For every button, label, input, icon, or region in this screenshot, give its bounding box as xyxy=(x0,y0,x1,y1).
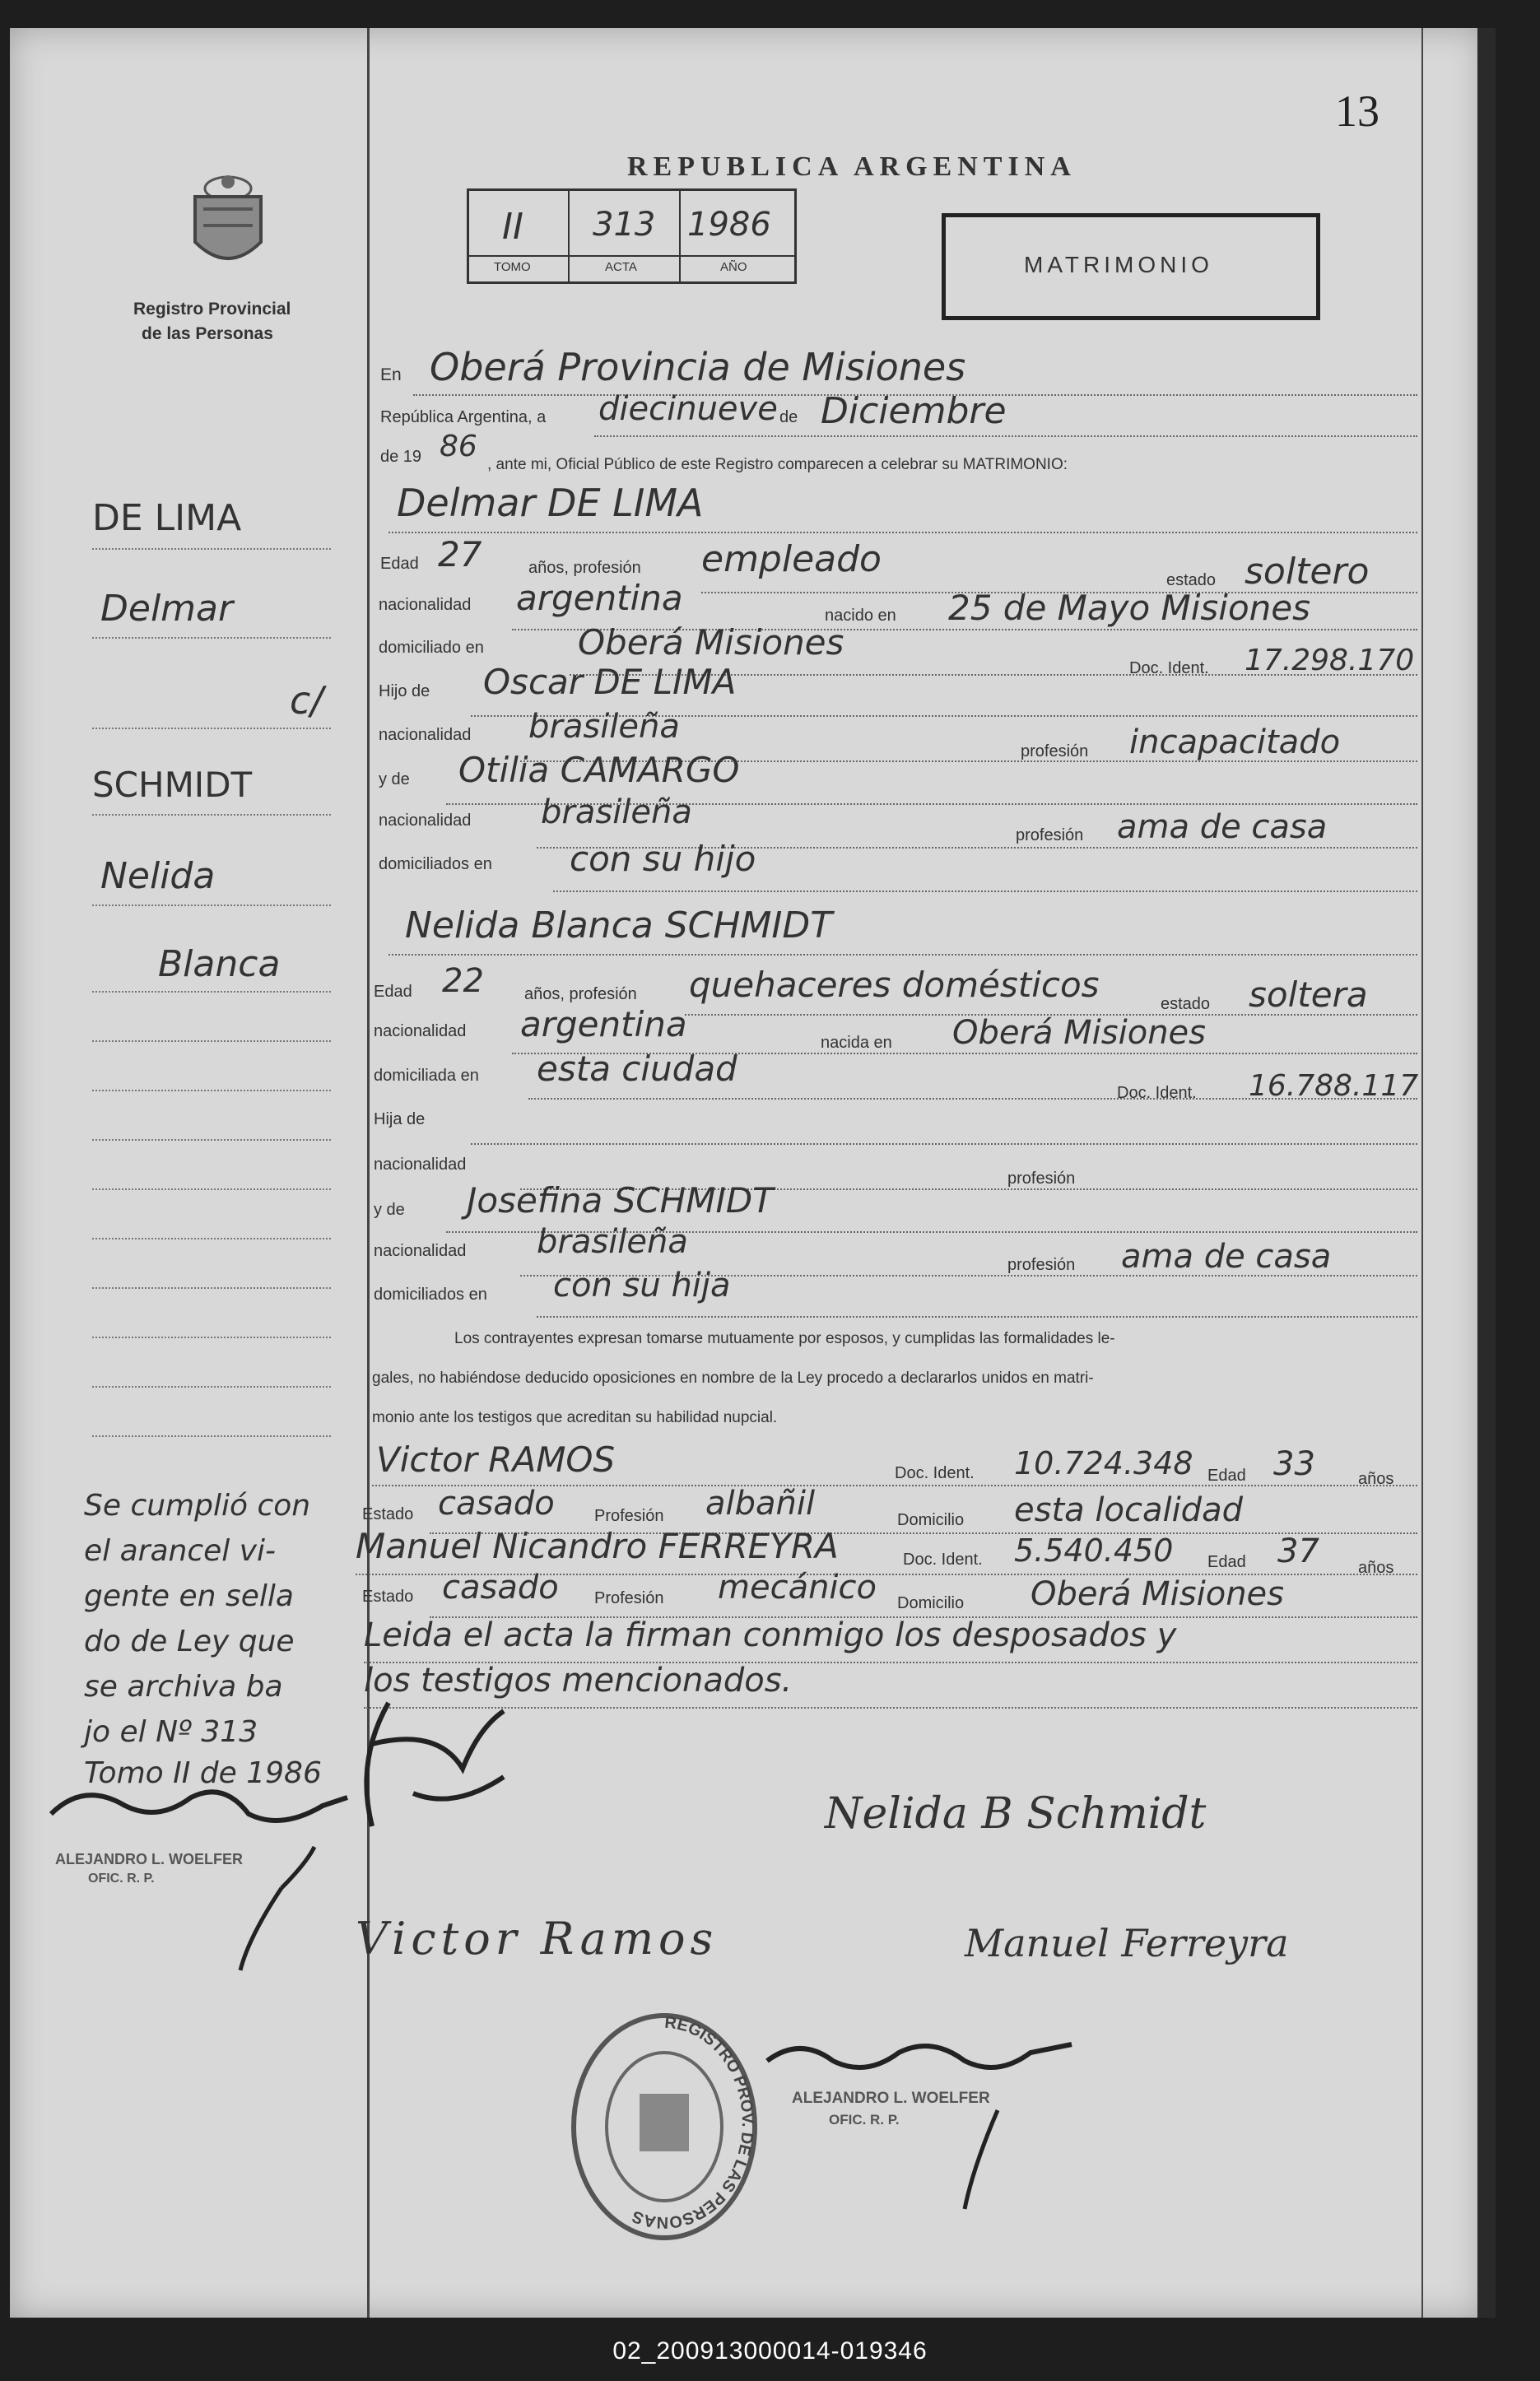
groom-father-nac-label: nacionalidad xyxy=(379,726,472,744)
witness1-doc-label: Doc. Ident. xyxy=(895,1464,975,1482)
tomo-value: II xyxy=(502,206,523,248)
bride-nacida: Oberá Misiones xyxy=(952,1014,1207,1052)
fee-note-1: Se cumplió con xyxy=(84,1489,311,1523)
groom-mother-nac: brasileña xyxy=(541,793,692,831)
declaration-line-2: gales, no habiéndose deducido oposiciones en nombre de la Ley procedo a declararlos unidos en matri- xyxy=(372,1370,1094,1387)
republica-label: República Argentina, a xyxy=(380,408,547,426)
margin-name-bride: Nelida xyxy=(100,855,216,897)
witness2-anos-label: años xyxy=(1358,1559,1394,1577)
witness2-dom-label: Domicilio xyxy=(897,1594,965,1612)
margin-stamp-line-1: ALEJANDRO L. WOELFER xyxy=(55,1851,243,1867)
margin-surname-groom: DE LIMA xyxy=(92,497,242,539)
acta-value: 313 xyxy=(593,206,656,244)
bride-father-prof-label: profesión xyxy=(1007,1170,1076,1188)
bride-mother-nac-label: nacionalidad xyxy=(374,1242,467,1260)
groom-domicilio: Oberá Misiones xyxy=(578,622,844,663)
groom-name: Delmar DE LIMA xyxy=(397,481,704,525)
year-prefix: de 19 xyxy=(380,448,422,466)
groom-dom-label: domiciliado en xyxy=(379,639,484,657)
groom-father-prof-label: profesión xyxy=(1021,742,1089,760)
record-number-box xyxy=(467,188,797,284)
witness2-edad: 37 xyxy=(1277,1532,1319,1570)
bride-nacida-label: nacida en xyxy=(821,1034,892,1052)
groom-mother: Otilia CAMARGO xyxy=(458,750,740,790)
fee-note-4: do de Ley que xyxy=(84,1625,295,1658)
bride-nac-label: nacionalidad xyxy=(374,1022,467,1040)
registrar-stamp-line-1: ALEJANDRO L. WOELFER xyxy=(792,2090,990,2107)
place-value: Oberá Provincia de Misiones xyxy=(430,345,966,389)
registrar-signature xyxy=(751,2028,1096,2217)
groom-nacido: 25 de Mayo Misiones xyxy=(948,588,1311,628)
bride-edad-label: Edad xyxy=(374,983,412,1001)
margin-con: c/ xyxy=(290,678,323,723)
witness1-estado-label: Estado xyxy=(362,1505,414,1523)
official-seal-icon xyxy=(561,2003,767,2250)
witness1-edad-label: Edad xyxy=(1207,1467,1246,1485)
de-label: de xyxy=(779,408,798,426)
groom-hijo-label: Hijo de xyxy=(379,682,430,700)
witness1-anos-label: años xyxy=(1358,1470,1394,1488)
margin-signature xyxy=(35,1765,364,1979)
witness1-doc: 10.724.348 xyxy=(1014,1445,1193,1481)
margin-divider xyxy=(367,28,370,2318)
witness1-signature: Victor Ramos xyxy=(356,1913,719,1965)
document-page xyxy=(10,28,1483,2318)
country-title: REPUBLICA ARGENTINA xyxy=(627,151,1077,182)
margin-middle-bride: Blanca xyxy=(158,943,281,985)
bride-y-de-label: y de xyxy=(374,1201,405,1219)
groom-estado: soltero xyxy=(1245,551,1370,593)
registry-title-1: Registro Provincial xyxy=(133,300,291,319)
witness1-profesion: albañil xyxy=(705,1485,816,1523)
registry-title-2: de las Personas xyxy=(142,324,273,343)
groom-mother-prof: ama de casa xyxy=(1117,808,1328,846)
groom-nacionalidad: argentina xyxy=(516,578,683,618)
groom-parents-dom-label: domiciliados en xyxy=(379,855,492,873)
witness1-prof-label: Profesión xyxy=(594,1507,664,1525)
acta-label: ACTA xyxy=(605,260,637,274)
en-label: En xyxy=(380,365,402,384)
groom-nac-label: nacionalidad xyxy=(379,596,472,614)
record-type: MATRIMONIO xyxy=(1024,252,1213,277)
right-border xyxy=(1421,28,1423,2318)
bride-domicilio: esta ciudad xyxy=(537,1049,737,1089)
witness2-signature: Manuel Ferreyra xyxy=(965,1921,1289,1965)
registrar-stamp-line-2: OFIC. R. P. xyxy=(829,2112,900,2128)
declaration-line-1: Los contrayentes expresan tomarse mutuamente por esposos, y cumplidas las formalidades le- xyxy=(454,1330,1115,1347)
witness2-estado: casado xyxy=(442,1569,559,1607)
margin-stamp-line-2: OFIC. R. P. xyxy=(88,1872,155,1886)
groom-edad-label: Edad xyxy=(380,555,419,573)
day-value: diecinueve xyxy=(598,390,778,428)
witness2-profesion: mecánico xyxy=(718,1569,877,1607)
ano-label: AÑO xyxy=(720,260,747,274)
bride-dom-label: domiciliada en xyxy=(374,1067,479,1085)
bride-nacionalidad: argentina xyxy=(520,1004,687,1044)
bride-parents-dom: con su hija xyxy=(553,1267,731,1304)
fee-note-2: el arancel vi- xyxy=(84,1534,277,1568)
bride-mother: Josefina SCHMIDT xyxy=(467,1180,774,1221)
margin-name-groom: Delmar xyxy=(100,588,234,630)
witness2-domicilio: Oberá Misiones xyxy=(1031,1575,1285,1613)
bride-father-nac-label: nacionalidad xyxy=(374,1156,467,1174)
bride-signature: Nelida B Schmidt xyxy=(825,1789,1207,1839)
groom-father-prof: incapacitado xyxy=(1129,723,1341,761)
bride-doc-label: Doc. Ident. xyxy=(1117,1084,1197,1102)
appearance-statement: , ante mi, Oficial Público de este Registro comparecen a celebrar su MATRIMONIO: xyxy=(487,456,1068,473)
bride-hija-label: Hija de xyxy=(374,1110,426,1128)
witness2-doc-label: Doc. Ident. xyxy=(903,1551,983,1569)
witness1-estado: casado xyxy=(438,1485,555,1523)
witness1-domicilio: esta localidad xyxy=(1014,1491,1243,1529)
witness2-edad-label: Edad xyxy=(1207,1553,1246,1571)
record-type-box xyxy=(942,213,1320,320)
declaration-line-3: monio ante los testigos que acreditan su habilidad nupcial. xyxy=(372,1409,778,1426)
image-identifier: 02_200913000014-019346 xyxy=(612,2337,928,2365)
groom-parents-dom: con su hijo xyxy=(570,839,756,879)
witness2-doc: 5.540.450 xyxy=(1014,1532,1174,1569)
bride-doc: 16.788.117 xyxy=(1249,1069,1419,1103)
groom-edad: 27 xyxy=(438,534,482,574)
witness1-dom-label: Domicilio xyxy=(897,1511,965,1529)
groom-father: Oscar DE LIMA xyxy=(483,662,737,702)
margin-surname-bride: SCHMIDT xyxy=(92,765,253,805)
page-number: 13 xyxy=(1335,86,1379,136)
bride-estado: soltera xyxy=(1249,974,1368,1015)
closing-line-1: Leida el acta la firman conmigo los desposados y xyxy=(364,1616,1177,1654)
tomo-label: TOMO xyxy=(494,260,531,274)
groom-doc-label: Doc. Ident. xyxy=(1129,659,1209,677)
groom-mother-nac-label: nacionalidad xyxy=(379,811,472,830)
bride-parents-dom-label: domiciliados en xyxy=(374,1286,487,1304)
bride-mother-nac: brasileña xyxy=(537,1223,688,1261)
groom-profesion: empleado xyxy=(701,538,882,580)
groom-doc: 17.298.170 xyxy=(1245,644,1415,677)
book-binding xyxy=(1477,28,1496,2318)
witness1-name: Victor RAMOS xyxy=(376,1439,616,1480)
year-suffix: 86 xyxy=(440,430,477,463)
closing-line-2: los testigos mencionados. xyxy=(364,1662,793,1700)
fee-note-5: se archiva ba xyxy=(84,1670,283,1704)
fee-note-7: Tomo II de 1986 xyxy=(84,1756,322,1790)
groom-profesion-label: años, profesión xyxy=(528,559,641,577)
bride-mother-prof: ama de casa xyxy=(1121,1238,1332,1276)
month-value: Diciembre xyxy=(821,390,1007,432)
fee-note-3: gente en sella xyxy=(84,1579,294,1613)
witness2-name: Manuel Nicandro FERREYRA xyxy=(356,1526,839,1566)
groom-father-nac: brasileña xyxy=(528,708,680,746)
bride-edad: 22 xyxy=(442,962,484,1000)
seal-text: REGISTRO PROV. DE LAS PERSONAS xyxy=(629,2013,757,2232)
coat-of-arms-icon xyxy=(179,164,277,279)
groom-estado-label: estado xyxy=(1166,571,1217,589)
bride-profesion-label: años, profesión xyxy=(524,985,637,1003)
groom-y-de-label: y de xyxy=(379,770,410,788)
witness2-estado-label: Estado xyxy=(362,1588,414,1606)
groom-mother-prof-label: profesión xyxy=(1016,826,1084,844)
ano-value: 1986 xyxy=(687,206,771,244)
witness1-edad: 33 xyxy=(1273,1445,1315,1483)
fee-note-6: jo el Nº 313 xyxy=(84,1715,258,1749)
witness2-prof-label: Profesión xyxy=(594,1589,664,1607)
bride-estado-label: estado xyxy=(1161,995,1211,1013)
groom-nacido-label: nacido en xyxy=(825,607,896,625)
officer-signature xyxy=(339,1695,528,1851)
bride-profesion: quehaceres domésticos xyxy=(689,965,1100,1005)
bride-name: Nelida Blanca SCHMIDT xyxy=(405,905,833,946)
bride-mother-prof-label: profesión xyxy=(1007,1256,1076,1274)
